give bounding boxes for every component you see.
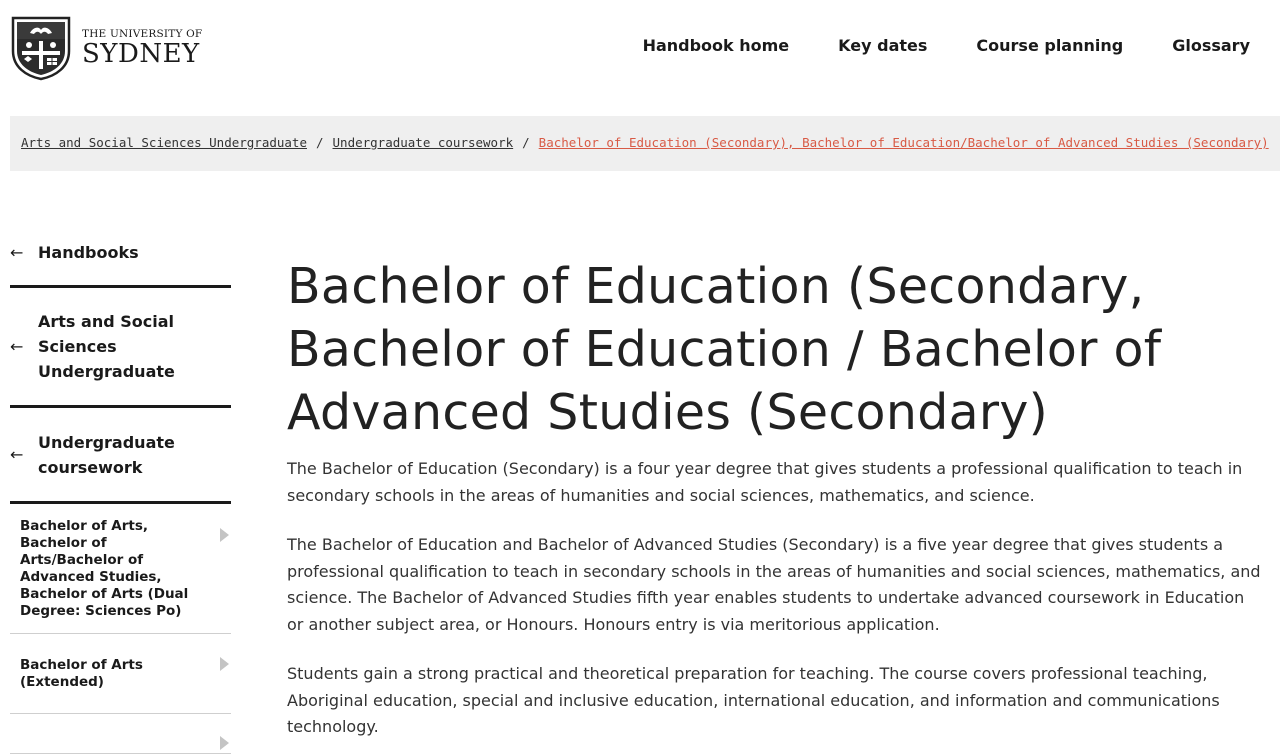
main-content xyxy=(287,255,1262,741)
logo-line1: THE UNIVERSITY OF xyxy=(82,28,203,41)
sidebar-item-label: Bachelor of Arts, Bachelor of Arts/Bachelor of Advanced Studies, Bachelor of Arts (Dual Degree: Sciences Po) xyxy=(20,517,189,619)
breadcrumb-item-undergraduate-coursework[interactable]: Undergraduate coursework xyxy=(332,135,514,150)
breadcrumb-separator: / xyxy=(315,135,324,150)
sidebar-back-label: Undergraduate coursework xyxy=(38,432,175,477)
course-description-paragraph: The Bachelor of Education (Secondary) is a four year degree that gives students a professional qualification to teach in secondary schools in the areas of humanities and social sciences, mathematics, and science. xyxy=(287,459,1243,505)
sidebar-back-arts-social-sciences[interactable] xyxy=(10,288,231,408)
arrow-left-icon: ← xyxy=(10,337,24,356)
course-description-paragraph: Students gain a strong practical and theoretical preparation for teaching. The course covers professional teaching, Aboriginal education, special and inclusive education, international education, and information and communications technology. xyxy=(287,664,1220,736)
page-title: Bachelor of Education (Secondary, Bachelor of Education / Bachelor of Advanced Studies (Secondary) xyxy=(287,258,1162,441)
sidebar-back-undergraduate-coursework[interactable] xyxy=(10,408,231,504)
sidebar-back-handbooks[interactable] xyxy=(10,220,231,288)
breadcrumb-item-arts-social-sciences[interactable]: Arts and Social Sciences Undergraduate xyxy=(21,135,307,150)
sidebar-item-bachelor-of-arts[interactable] xyxy=(10,504,231,634)
university-logo[interactable] xyxy=(10,14,205,82)
course-description-paragraph: The Bachelor of Education and Bachelor of Advanced Studies (Secondary) is a five year degree that gives students a professional qualification to teach in secondary schools in the areas of humanities and social sciences, mathematics, and science. The Bachelor of Advanced Studies fifth year enables students to undertake advanced coursework in Education or another subject area, or Honours. Honours entry is via meritorious application. xyxy=(287,535,1261,634)
arrow-left-icon: ← xyxy=(10,243,24,262)
triangle-right-icon xyxy=(220,657,229,671)
site-header xyxy=(0,0,1280,95)
university-crest-icon xyxy=(10,15,72,81)
sidebar-back-label: Handbooks xyxy=(38,243,139,262)
breadcrumb-separator: / xyxy=(522,135,530,150)
sidebar-item-label: Bachelor of Arts (Extended) xyxy=(20,656,143,690)
nav-glossary[interactable]: Glossary xyxy=(1172,36,1250,55)
breadcrumb xyxy=(10,116,1280,171)
breadcrumb-current[interactable]: Bachelor of Education (Secondary), Bachelor of Education/Bachelor of Advanced Studies (Secondary) xyxy=(538,135,1269,150)
arrow-left-icon: ← xyxy=(10,445,24,464)
triangle-right-icon xyxy=(220,528,229,542)
nav-key-dates[interactable]: Key dates xyxy=(838,36,928,55)
nav-course-planning[interactable]: Course planning xyxy=(976,36,1124,55)
logo-line2: SYDNEY xyxy=(82,38,200,69)
triangle-right-icon xyxy=(220,736,229,750)
sidebar-item-next[interactable] xyxy=(10,714,231,754)
nav-handbook-home[interactable]: Handbook home xyxy=(642,36,790,55)
top-navigation xyxy=(594,35,1250,57)
sidebar-back-label: Arts and Social Sciences Undergraduate xyxy=(38,312,175,381)
sidebar-item-bachelor-of-arts-extended[interactable] xyxy=(10,634,231,714)
sidebar xyxy=(10,220,231,754)
